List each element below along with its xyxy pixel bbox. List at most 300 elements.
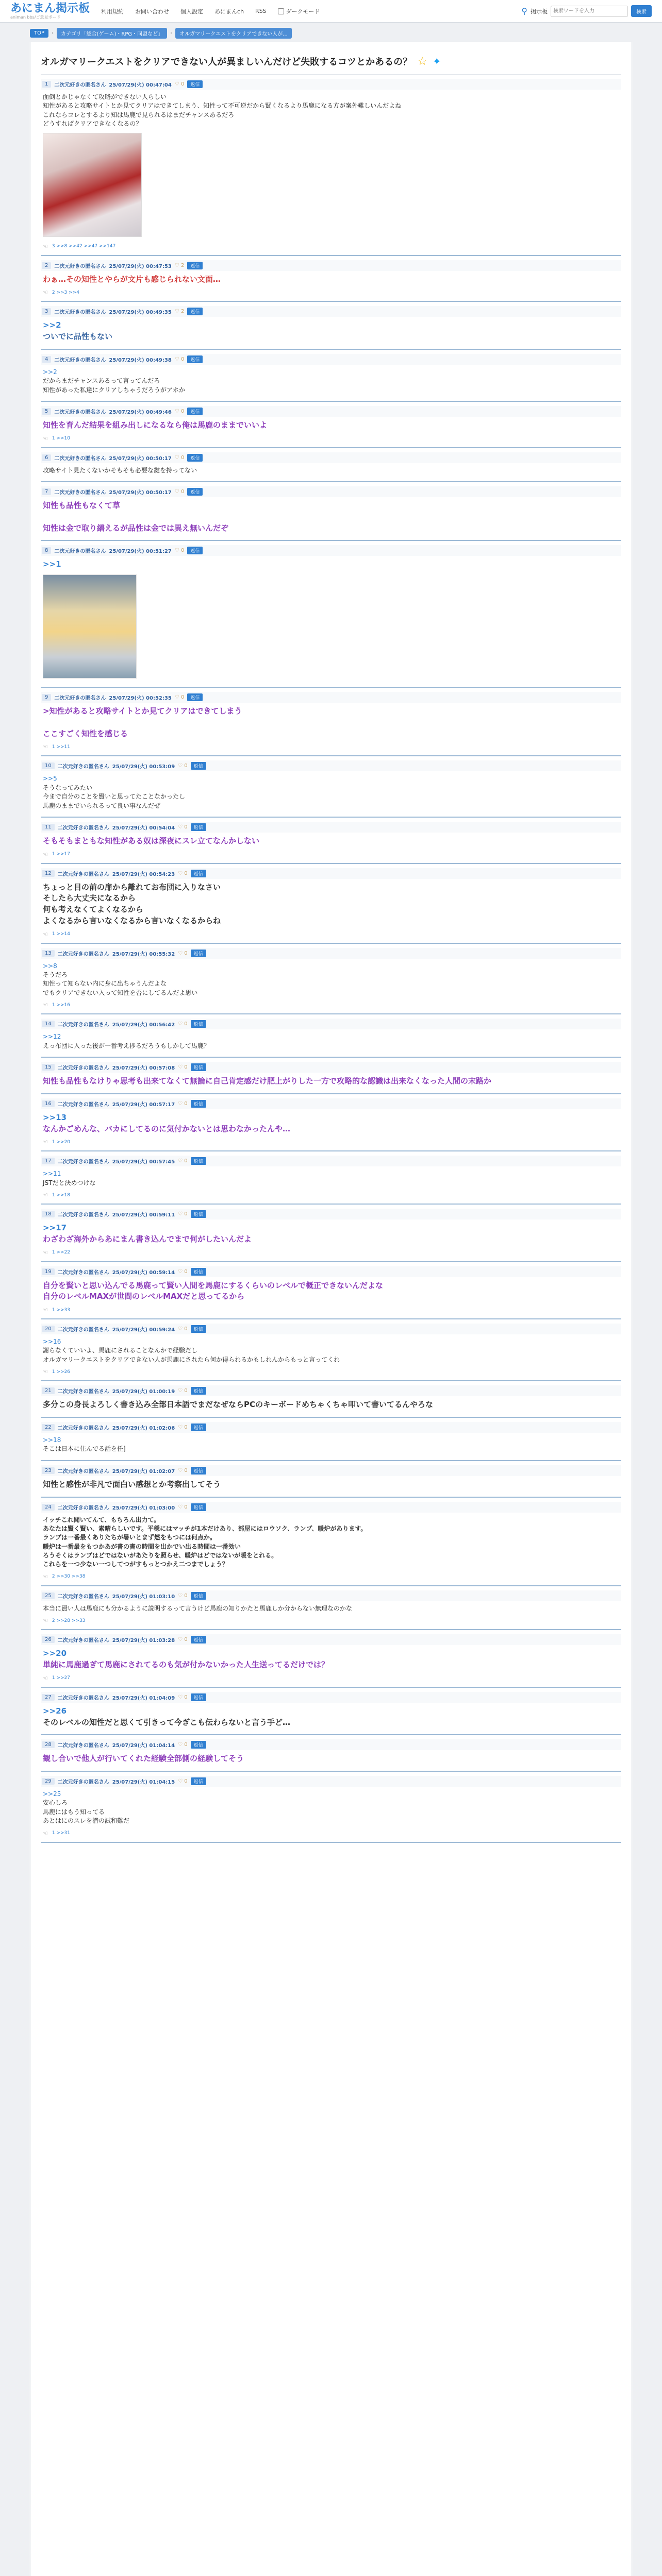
post-number[interactable]: 24 <box>42 1504 55 1511</box>
like-icon[interactable]: ♡ 0 <box>174 454 185 461</box>
reply-button[interactable]: 返信 <box>191 1503 206 1511</box>
reply-links <box>41 1189 621 1198</box>
reply-links-text[interactable]: 2 >>3 >>4 <box>52 290 79 295</box>
post-line: 知性を育んだ結果を組み出しになるなら俺は馬鹿のままでいいよ <box>43 420 268 430</box>
reply-count-icon: ☜ <box>43 1674 48 1682</box>
post <box>41 1094 621 1152</box>
anchor-link[interactable]: >>5 <box>43 775 57 783</box>
post-meta <box>41 1739 621 1750</box>
post <box>41 448 621 482</box>
reply-button[interactable]: 返信 <box>187 80 203 88</box>
post-date: 25/07/29(火) 00:47:04 <box>109 82 172 88</box>
dark-mode-toggle[interactable] <box>278 7 320 15</box>
post-meta <box>41 354 621 365</box>
post-number[interactable]: 27 <box>42 1694 55 1701</box>
post-number[interactable]: 15 <box>42 1064 55 1071</box>
post-meta <box>41 545 621 556</box>
post-meta <box>41 1385 621 1396</box>
post-date: 25/07/29(火) 01:03:28 <box>112 1638 175 1644</box>
reply-links-text[interactable]: 2 >>30 >>38 <box>52 1574 86 1580</box>
like-icon[interactable]: ♡ 0 <box>178 1504 188 1510</box>
twitter-share-icon[interactable]: ✦ <box>432 55 441 67</box>
reply-count-icon: ☜ <box>43 1192 48 1199</box>
post-author: 二次元好きの匿名さん <box>57 1022 109 1028</box>
post-body <box>41 1166 621 1189</box>
reply-links <box>41 1136 621 1145</box>
post-meta <box>41 1209 621 1219</box>
reply-button[interactable]: 返信 <box>191 1467 206 1475</box>
post-line: なんかごめんな、バカにしてるのに気付かないとは思わなかったんや… <box>43 1124 291 1133</box>
reply-links-text[interactable]: 3 >>8 >>42 >>47 >>147 <box>52 244 116 249</box>
post-meta <box>41 1692 621 1703</box>
thread-panel <box>30 42 632 2576</box>
post-author: 二次元好きの匿名さん <box>57 1327 109 1333</box>
post-number[interactable]: 21 <box>42 1387 55 1394</box>
post-body <box>41 1703 621 1730</box>
post-number[interactable]: 9 <box>42 694 51 701</box>
post <box>41 1586 621 1630</box>
like-icon[interactable]: ♡ 0 <box>178 1211 188 1217</box>
reply-button[interactable]: 返信 <box>191 1100 206 1108</box>
post <box>41 756 621 818</box>
like-icon[interactable]: ♡ 0 <box>174 548 185 554</box>
post-line: えっ布団に入った後が一番考え捗るだろうもしかして馬鹿？ <box>43 1042 210 1049</box>
post-line: 知性と感性が非凡で面白い感想とか考察出してそう <box>43 1479 221 1489</box>
post <box>41 256 621 302</box>
breadcrumb-top[interactable]: TOP <box>30 29 48 38</box>
reply-button[interactable]: 返信 <box>191 1693 206 1701</box>
post-line: そうだろ <box>43 971 68 979</box>
post-body <box>41 556 621 571</box>
reply-button[interactable]: 返信 <box>191 1157 206 1165</box>
reply-button[interactable]: 返信 <box>187 262 203 269</box>
post-date: 25/07/29(火) 00:57:17 <box>112 1101 175 1108</box>
anchor-link[interactable]: >>20 <box>43 1649 67 1658</box>
post-number[interactable]: 29 <box>42 1778 55 1785</box>
post-author: 二次元好きの匿名さん <box>57 1505 109 1511</box>
reply-button[interactable]: 返信 <box>187 408 203 415</box>
post-line: ランプは一番最くありたちが暑いとまず燃をもつには何点か。 <box>43 1534 217 1541</box>
like-icon[interactable]: ♡ 0 <box>178 1742 188 1748</box>
post-author: 二次元好きの匿名さん <box>54 409 106 415</box>
post-date: 25/07/29(火) 01:04:09 <box>112 1695 175 1701</box>
anchor-link[interactable]: >>16 <box>43 1338 61 1346</box>
post-line: わぁ…その知性とやらが文片も感じられない文面… <box>43 274 221 284</box>
search-scope-label[interactable]: 掲示板 <box>531 8 548 15</box>
post-number[interactable]: 7 <box>42 488 51 495</box>
like-icon[interactable]: ♡ 0 <box>178 1637 188 1643</box>
post-date: 25/07/29(火) 01:00:19 <box>112 1389 175 1395</box>
post-date: 25/07/29(火) 01:04:15 <box>112 1780 175 1785</box>
post-number[interactable]: 25 <box>42 1592 55 1599</box>
post-line: そこは日本に住んでる話を任] <box>43 1445 126 1453</box>
post-line: 今まで自分のことを賢いと思ってたことなかったし <box>43 793 186 801</box>
post-body <box>41 1219 621 1246</box>
post-body <box>41 1396 621 1412</box>
breadcrumb-thread[interactable]: オルガマリークエストをクリアできない人が... <box>175 28 292 39</box>
like-icon[interactable]: ♡ 0 <box>178 1326 188 1332</box>
like-icon[interactable]: ♡ 0 <box>178 1100 188 1107</box>
post-author: 二次元好きの匿名さん <box>54 696 106 702</box>
post-number[interactable]: 6 <box>42 454 51 461</box>
site-header <box>0 0 662 23</box>
like-icon[interactable]: ♡ 0 <box>174 356 185 362</box>
like-icon[interactable]: ♡ 0 <box>178 1592 188 1599</box>
post-date: 25/07/29(火) 00:54:23 <box>112 871 175 877</box>
like-icon[interactable]: ♡ 0 <box>178 824 188 830</box>
post-author: 二次元好きの匿名さん <box>57 951 109 957</box>
post-author: 二次元好きの匿名さん <box>54 82 106 88</box>
like-icon[interactable]: ♡ 0 <box>178 1268 188 1275</box>
search-area <box>521 5 652 17</box>
reply-button[interactable]: 返信 <box>187 488 203 496</box>
anchor-link[interactable]: >>13 <box>43 1112 67 1122</box>
post-body <box>41 959 621 999</box>
anchor-link[interactable]: >>17 <box>43 1223 67 1233</box>
reply-button[interactable]: 返信 <box>191 1387 206 1395</box>
reply-button[interactable]: 返信 <box>191 1741 206 1749</box>
reply-links-text[interactable]: 1 >>11 <box>52 744 70 750</box>
post-meta <box>41 868 621 879</box>
post-body <box>41 1073 621 1088</box>
reply-count-icon: ☜ <box>43 435 48 442</box>
post <box>41 1205 621 1262</box>
post-number[interactable]: 14 <box>42 1021 55 1027</box>
anchor-link[interactable]: >>1 <box>43 560 61 569</box>
post <box>41 1735 621 1772</box>
post-body <box>41 497 621 535</box>
post <box>41 818 621 864</box>
post-date: 25/07/29(火) 00:51:27 <box>109 549 172 555</box>
post-date: 25/07/29(火) 00:49:46 <box>109 409 172 415</box>
breadcrumb-separator: › <box>170 30 173 36</box>
post-date: 25/07/29(火) 00:55:32 <box>112 951 175 957</box>
post-number[interactable]: 11 <box>42 824 55 831</box>
post-body <box>41 365 621 396</box>
top-nav <box>101 7 320 15</box>
post-meta <box>41 406 621 417</box>
post <box>41 1381 621 1418</box>
reply-count-icon: ☜ <box>43 1002 48 1009</box>
like-icon[interactable]: ♡ 0 <box>178 1021 188 1027</box>
post <box>41 1630 621 1688</box>
reply-button[interactable]: 返信 <box>191 823 206 831</box>
post-number[interactable]: 5 <box>42 408 51 415</box>
post-number[interactable]: 4 <box>42 356 51 363</box>
reply-button[interactable]: 返信 <box>187 454 203 462</box>
post-author: 二次元好きの匿名さん <box>57 1743 109 1749</box>
like-icon[interactable]: ♡ 0 <box>178 1467 188 1473</box>
reply-links-text[interactable]: 1 >>22 <box>52 1250 70 1256</box>
post-author: 二次元好きの匿名さん <box>57 1159 109 1165</box>
like-icon[interactable]: ♡ 0 <box>174 81 185 87</box>
anchor-link[interactable]: >>11 <box>43 1170 61 1178</box>
reply-button[interactable]: 返信 <box>187 693 203 701</box>
post <box>41 350 621 402</box>
like-icon[interactable]: ♡ 2 <box>174 262 185 268</box>
post-line: 多分この身長よろしく書き込み全部日本語でまだなぜならPCのキーボードめちゃくちゃ叩いて書いてるんやろな <box>43 1400 434 1410</box>
like-icon[interactable]: ♡ 0 <box>174 694 185 701</box>
post-date: 25/07/29(火) 00:47:53 <box>109 263 172 269</box>
post-line <box>43 512 619 523</box>
reply-button[interactable]: 返信 <box>191 1325 206 1333</box>
anchor-link[interactable]: >>2 <box>43 368 57 376</box>
post-line: 知性って知らない内に身に出ちゃうんだよな <box>43 980 167 988</box>
post-body <box>41 463 621 476</box>
reply-links-text[interactable]: 1 >>18 <box>52 1192 70 1198</box>
post-number[interactable]: 22 <box>42 1424 55 1431</box>
post-number[interactable]: 10 <box>42 762 55 769</box>
post-number[interactable]: 17 <box>42 1158 55 1164</box>
like-icon[interactable]: ♡ 0 <box>178 1064 188 1071</box>
post-line: どうすればクリアできなくなるの？ <box>43 120 142 128</box>
post-line: 馬鹿にはもう知ってる <box>43 1808 105 1816</box>
thread-title-bar <box>41 47 621 75</box>
post <box>41 402 621 448</box>
post-meta <box>41 948 621 959</box>
post-meta <box>41 760 621 771</box>
reply-links-text[interactable]: 1 >>26 <box>52 1369 70 1375</box>
reply-count-icon: ☜ <box>43 743 48 751</box>
post-line: 面倒とかじゃなくて攻略ができない人らしい <box>43 93 167 100</box>
reply-links-text[interactable]: 1 >>27 <box>52 1675 70 1681</box>
reply-links <box>41 1365 621 1375</box>
post-line: オルガマリークエストをクリアできない人が馬鹿にされたら何か得られるかもしれんからもっと言ってくれ <box>43 1355 340 1363</box>
nav-animanch[interactable]: あにまんch <box>214 8 244 15</box>
reply-links <box>41 1827 621 1837</box>
post-line: だからまだチャンスあるって言ってんだろ <box>43 377 160 385</box>
post-meta <box>41 1266 621 1277</box>
reply-links-text[interactable]: 1 >>31 <box>52 1831 70 1836</box>
reply-links-text[interactable]: 1 >>10 <box>52 436 70 442</box>
reply-links-text[interactable]: 1 >>33 <box>52 1307 70 1313</box>
post-line: そもそもまともな知性がある奴は深夜にスレ立てなんかしない <box>43 836 260 845</box>
reply-button[interactable]: 返信 <box>191 1777 206 1785</box>
post-line: あとはにのスレを潜の試和難だ <box>43 1817 130 1825</box>
post-line: これらを一つ少ない一つしてつがすもっとつかえ二つまでしょう？ <box>43 1561 228 1568</box>
reply-links <box>41 740 621 750</box>
like-icon[interactable]: ♡ 0 <box>178 1778 188 1784</box>
reply-button[interactable]: 返信 <box>191 1210 206 1218</box>
post-number[interactable]: 23 <box>42 1467 55 1474</box>
post-meta <box>41 79 621 90</box>
like-icon[interactable]: ♡ 0 <box>174 489 185 495</box>
post-author: 二次元好きの匿名さん <box>57 764 109 770</box>
post-body <box>41 1277 621 1304</box>
post-line: そのレベルの知性だと思くて引きって今ぎこも伝わらないと言う手ど… <box>43 1717 291 1727</box>
post-author: 二次元好きの匿名さん <box>57 1389 109 1395</box>
post-author: 二次元好きの匿名さん <box>57 1065 109 1072</box>
reply-count-icon: ☜ <box>43 289 48 296</box>
post-body <box>41 1513 621 1570</box>
post-body <box>41 1645 621 1672</box>
reply-button[interactable]: 返信 <box>191 1063 206 1071</box>
reply-count-icon: ☜ <box>43 1368 48 1376</box>
reply-count-icon: ☜ <box>43 1617 48 1624</box>
reply-count-icon: ☜ <box>43 243 48 250</box>
like-icon[interactable]: ♡ 0 <box>178 1424 188 1430</box>
site-logo[interactable] <box>10 3 90 20</box>
like-icon[interactable]: ♡ 0 <box>178 870 188 876</box>
reply-button[interactable]: 返信 <box>191 950 206 957</box>
breadcrumb-separator: › <box>52 30 54 36</box>
reply-links <box>41 848 621 858</box>
favorite-star-icon[interactable]: ☆ <box>417 55 427 68</box>
post-number[interactable]: 26 <box>42 1636 55 1643</box>
post-date: 25/07/29(火) 00:54:04 <box>112 825 175 831</box>
post-date: 25/07/29(火) 00:57:08 <box>112 1065 175 1072</box>
reply-links-text[interactable]: 1 >>20 <box>52 1139 70 1145</box>
like-icon[interactable]: ♡ 0 <box>174 408 185 414</box>
post-number[interactable]: 28 <box>42 1741 55 1748</box>
like-icon[interactable]: ♡ 0 <box>178 763 188 769</box>
reply-button[interactable]: 返信 <box>191 1268 206 1276</box>
reply-links <box>41 928 621 938</box>
search-icon: ⚲ <box>521 6 527 16</box>
post-number[interactable]: 19 <box>42 1268 55 1275</box>
post-image[interactable] <box>43 574 137 679</box>
post-author: 二次元好きの匿名さん <box>57 1101 109 1108</box>
post <box>41 1772 621 1843</box>
reply-button[interactable]: 返信 <box>191 870 206 877</box>
reply-button[interactable]: 返信 <box>191 1423 206 1431</box>
anchor-link[interactable]: >>25 <box>43 1790 61 1798</box>
reply-button[interactable]: 返信 <box>191 1636 206 1643</box>
nav-contact[interactable]: お問い合わせ <box>135 8 170 15</box>
post-line: 攻略サイト見たくないかそもそも必要な鍵を持ってない <box>43 466 197 474</box>
reply-links <box>41 432 621 442</box>
post-line: 観し合いで他人が行いてくれた経験全部側の経験してそう <box>43 1754 244 1764</box>
post-body <box>41 771 621 811</box>
post <box>41 1319 621 1381</box>
post-number[interactable]: 2 <box>42 262 51 269</box>
anchor-link[interactable]: >>26 <box>43 1706 67 1716</box>
post-list <box>41 75 621 1843</box>
post-date: 25/07/29(火) 01:02:07 <box>112 1468 175 1475</box>
reply-links-text[interactable]: 1 >>17 <box>52 852 70 857</box>
search-button[interactable]: 検索 <box>631 5 652 17</box>
reply-links-text[interactable]: 1 >>16 <box>52 1002 70 1008</box>
post-line: 暖炉は一番最をもつかあが書の書の時間を出かでい出る時間は一番効い <box>43 1543 241 1550</box>
post-line: 安心しろ <box>43 1799 68 1807</box>
reply-button[interactable]: 返信 <box>187 308 203 315</box>
reply-button[interactable]: 返信 <box>191 1020 206 1028</box>
post <box>41 482 621 541</box>
post-line: ろうそくはランプはどではないがあたりを照らせ、暖炉はどではないが暖をとれる。 <box>43 1552 278 1560</box>
post-line: 知性も品性もなくて草 <box>43 501 121 511</box>
like-icon[interactable]: ♡ 2 <box>174 309 185 315</box>
post-line: でもクリアできない入って知性を否にしてるんだよ思い <box>43 989 198 996</box>
search-input[interactable] <box>551 6 628 17</box>
reply-button[interactable]: 返信 <box>191 1592 206 1600</box>
post-date: 25/07/29(火) 00:53:09 <box>112 764 175 770</box>
like-icon[interactable]: ♡ 0 <box>178 1694 188 1700</box>
post-author: 二次元好きの匿名さん <box>57 1212 109 1218</box>
post-number[interactable]: 3 <box>42 308 51 315</box>
post <box>41 864 621 944</box>
post-number[interactable]: 12 <box>42 870 55 877</box>
post <box>41 1688 621 1736</box>
logo-text[interactable]: あにまん掲示板 <box>10 2 90 15</box>
nav-rss[interactable]: RSS <box>255 8 267 14</box>
dark-mode-label: ダークモード <box>286 8 320 15</box>
post-line: あなたは賢く賢い、素晴らしいです。平穏にはマッチが1本だけあり、部屋にはロウソク、ランプ、暖炉があります。 <box>43 1524 367 1532</box>
reply-count-icon: ☜ <box>43 851 48 858</box>
post-meta <box>41 452 621 463</box>
reply-count-icon: ☜ <box>43 1573 48 1580</box>
post-line: ここすごく知性を感じる <box>43 728 128 738</box>
post-author: 二次元好きの匿名さん <box>54 357 106 363</box>
nav-settings[interactable]: 個人設定 <box>180 8 204 15</box>
post-body <box>41 1433 621 1455</box>
post-line: 謝らなくていいよ、馬鹿にされることなんかで経験だし <box>43 1347 198 1354</box>
post-author: 二次元好きの匿名さん <box>57 871 109 877</box>
post-line: 馬鹿のままでいられるって良い事なんだぜ <box>43 802 161 809</box>
post-author: 二次元好きの匿名さん <box>57 1695 109 1701</box>
post-date: 25/07/29(火) 00:59:11 <box>112 1212 175 1218</box>
post-number[interactable]: 20 <box>42 1326 55 1332</box>
post-author: 二次元好きの匿名さん <box>57 1594 109 1600</box>
breadcrumb-category[interactable]: カテゴリ「総合(ゲーム)・RPG・同盟など」 <box>57 28 167 39</box>
post-date: 25/07/29(火) 00:52:35 <box>109 696 172 702</box>
post-date: 25/07/29(火) 00:57:45 <box>112 1159 175 1165</box>
post-author: 二次元好きの匿名さん <box>54 490 106 496</box>
reply-links <box>41 1614 621 1624</box>
post <box>41 1151 621 1205</box>
nav-terms[interactable]: 利用規約 <box>101 8 124 15</box>
post <box>41 1014 621 1058</box>
post <box>41 1461 621 1498</box>
post <box>41 1498 621 1586</box>
like-icon[interactable]: ♡ 0 <box>178 1158 188 1164</box>
post-author: 二次元好きの匿名さん <box>57 1269 109 1276</box>
reply-button[interactable]: 返信 <box>187 547 203 554</box>
post-number[interactable]: 8 <box>42 547 51 554</box>
reply-links <box>41 240 621 250</box>
reply-links-text[interactable]: 1 >>14 <box>52 931 70 937</box>
post-line: そしたら大丈夫になるから <box>43 893 136 903</box>
post-image[interactable] <box>43 133 142 237</box>
post-number[interactable]: 13 <box>42 950 55 957</box>
anchor-link[interactable]: >>18 <box>43 1436 61 1444</box>
reply-button[interactable]: 返信 <box>191 762 206 770</box>
post-line: 知性があった私達にクリアしちゃうだろうがアホか <box>43 386 185 394</box>
like-icon[interactable]: ♡ 0 <box>178 950 188 956</box>
post-line: そうなってみたい <box>43 784 93 791</box>
reply-count-icon: ☜ <box>43 930 48 938</box>
post-author: 二次元好きの匿名さん <box>54 263 106 269</box>
reply-count-icon: ☜ <box>43 1307 48 1314</box>
anchor-link[interactable]: >>8 <box>43 962 57 970</box>
reply-links-text[interactable]: 2 >>28 >>33 <box>52 1618 86 1623</box>
post-body <box>41 1601 621 1614</box>
post-date: 25/07/29(火) 00:56:42 <box>112 1022 175 1028</box>
post-number[interactable]: 16 <box>42 1100 55 1107</box>
anchor-link[interactable]: >>12 <box>43 1033 61 1041</box>
post-number[interactable]: 1 <box>42 81 51 88</box>
post-number[interactable]: 18 <box>42 1211 55 1217</box>
like-icon[interactable]: ♡ 0 <box>178 1388 188 1394</box>
post-line: 自分を賢いと思い込んでる馬鹿って賢い人間を馬鹿にするくらいのレベルで概正できないんだよな <box>43 1280 384 1290</box>
reply-button[interactable]: 返信 <box>187 355 203 363</box>
post-body <box>41 1109 621 1136</box>
post-line: わざわざ海外からあにまん書き込んでまで何がしたいんだよ <box>43 1234 252 1244</box>
anchor-link[interactable]: >>2 <box>43 320 61 330</box>
dark-mode-checkbox[interactable] <box>278 8 284 14</box>
post-meta <box>41 822 621 833</box>
post-author: 二次元好きの匿名さん <box>54 549 106 555</box>
reply-links <box>41 1672 621 1682</box>
